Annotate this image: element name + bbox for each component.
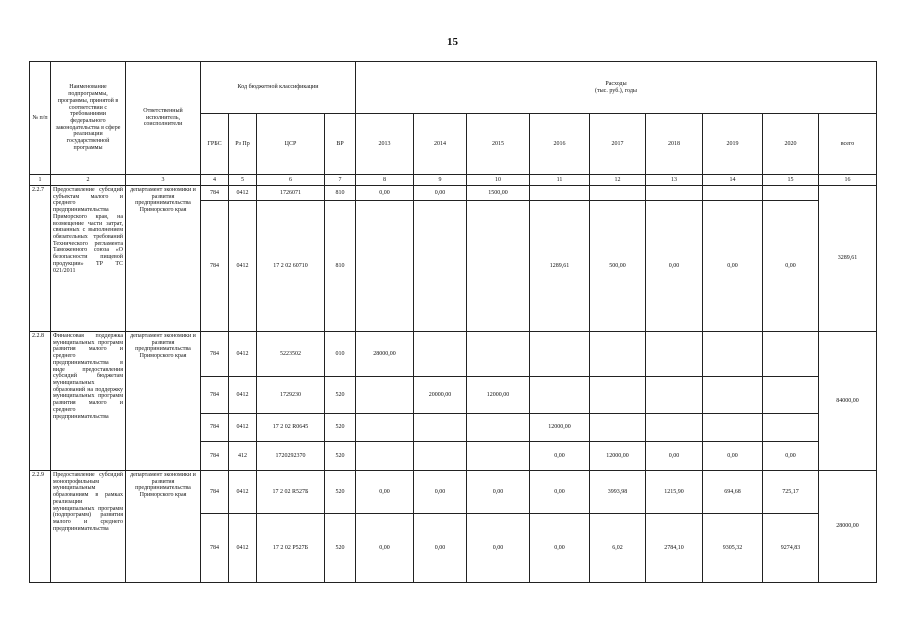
cell-grbs: 784 (201, 377, 229, 414)
header-no: № п/п (30, 62, 51, 175)
cell-2018 (646, 414, 703, 442)
cell-2016: 12000,00 (530, 414, 590, 442)
cell-2015 (467, 442, 530, 471)
column-number: 2 (51, 175, 126, 186)
cell-2014 (414, 414, 467, 442)
cell-vr: 810 (325, 186, 356, 201)
header-expenses (356, 62, 877, 114)
column-number: 4 (201, 175, 229, 186)
cell-2017: 3993,98 (590, 471, 646, 514)
cell-2015: 0,00 (467, 514, 530, 583)
cell-2013: 28000,00 (356, 332, 414, 377)
cell-2016 (530, 332, 590, 377)
cell-csr: 17 2 02 60710 (257, 201, 325, 332)
cell-2015 (467, 201, 530, 332)
column-number: 10 (467, 175, 530, 186)
cell-grbs: 784 (201, 332, 229, 377)
cell-rzpr: 412 (229, 442, 257, 471)
header-rzpr: Рз Пр (229, 114, 257, 175)
cell-csr: 5223502 (257, 332, 325, 377)
cell-2017 (590, 186, 646, 201)
cell-2017 (590, 414, 646, 442)
column-number: 5 (229, 175, 257, 186)
cell-2014 (414, 442, 467, 471)
cell-2014 (414, 332, 467, 377)
header-year-2015: 2015 (467, 114, 530, 175)
cell-2020: 725,17 (763, 471, 819, 514)
cell-2019: 694,68 (703, 471, 763, 514)
header-year-2016: 2016 (530, 114, 590, 175)
cell-2020: 0,00 (763, 442, 819, 471)
cell-csr: 1729230 (257, 377, 325, 414)
cell-2020: 9274,83 (763, 514, 819, 583)
header-total: всего (819, 114, 877, 175)
cell-2019: 9305,32 (703, 514, 763, 583)
row-number: 2.2.9 (30, 471, 51, 583)
cell-2018: 0,00 (646, 442, 703, 471)
cell-2016: 0,00 (530, 514, 590, 583)
cell-rzpr: 0412 (229, 186, 257, 201)
cell-2018: 2784,10 (646, 514, 703, 583)
cell-2020 (763, 414, 819, 442)
cell-2018: 1215,90 (646, 471, 703, 514)
cell-rzpr: 0412 (229, 514, 257, 583)
cell-2019 (703, 414, 763, 442)
cell-2020: 0,00 (763, 201, 819, 332)
header-name: Наименование подпрограммы, программы, принятой в соответствии с требованиями федерального законодательства в сфере реализации государственной программы (51, 62, 126, 175)
cell-2013 (356, 414, 414, 442)
cell-2015: 1500,00 (467, 186, 530, 201)
header-year-2019: 2019 (703, 114, 763, 175)
header-year-2018: 2018 (646, 114, 703, 175)
cell-2018: 0,00 (646, 201, 703, 332)
cell-grbs: 784 (201, 514, 229, 583)
cell-2019: 0,00 (703, 442, 763, 471)
cell-2016: 0,00 (530, 471, 590, 514)
responsible-executor: департамент экономики и развития предпринимательства Приморского края (126, 186, 201, 332)
cell-rzpr: 0412 (229, 201, 257, 332)
cell-2013 (356, 442, 414, 471)
cell-2013: 0,00 (356, 514, 414, 583)
cell-vr: 520 (325, 377, 356, 414)
cell-2016 (530, 186, 590, 201)
header-year-2020: 2020 (763, 114, 819, 175)
cell-vr: 520 (325, 414, 356, 442)
cell-2018 (646, 377, 703, 414)
cell-2018 (646, 332, 703, 377)
cell-rzpr: 0412 (229, 377, 257, 414)
header-grbs: ГРБС (201, 114, 229, 175)
budget-table (29, 61, 877, 583)
cell-csr: 17 2 02 R0645 (257, 414, 325, 442)
cell-2017 (590, 377, 646, 414)
cell-grbs: 784 (201, 471, 229, 514)
cell-2014: 0,00 (414, 471, 467, 514)
cell-csr: 1720292370 (257, 442, 325, 471)
cell-2015: 12000,00 (467, 377, 530, 414)
cell-2018 (646, 186, 703, 201)
header-expenses-unit: (тыс. руб.), годы (595, 87, 637, 94)
cell-csr: 17 2 02 R527Б (257, 471, 325, 514)
cell-2016: 0,00 (530, 442, 590, 471)
cell-vr: 520 (325, 471, 356, 514)
measure-name: Предоставление субсидий субъектам малого и среднего предпринимательства Приморского края, на возмещение части затрат, связанных с выполнением обязательных требований Технического регламента Таможенного союза «О безопасности пищевой продукции» ТР ТС 021/2011 (51, 186, 126, 332)
column-number: 14 (703, 175, 763, 186)
column-number: 13 (646, 175, 703, 186)
cell-vr: 520 (325, 514, 356, 583)
cell-vr: 520 (325, 442, 356, 471)
measure-name: Финансовая поддержка муниципальных программ развития малого и среднего предпринимательства в виде предоставления субсидий бюджетам муниципальных образований на поддержку муниципальных программ развития малого и среднего предпринимательства (51, 332, 126, 471)
cell-grbs: 784 (201, 201, 229, 332)
responsible-executor: департамент экономики и развития предпринимательства Приморского края (126, 471, 201, 583)
cell-2013 (356, 377, 414, 414)
cell-total: 28000,00 (819, 471, 877, 583)
cell-2020 (763, 186, 819, 201)
header-budget-code: Код бюджетной классификации (201, 62, 356, 114)
cell-total: 3289,61 (819, 186, 877, 332)
row-number: 2.2.7 (30, 186, 51, 332)
header-year-2013: 2013 (356, 114, 414, 175)
cell-2013: 0,00 (356, 471, 414, 514)
cell-2014: 0,00 (414, 514, 467, 583)
column-number: 12 (590, 175, 646, 186)
column-number: 15 (763, 175, 819, 186)
cell-rzpr: 0412 (229, 471, 257, 514)
measure-name: Предоставление субсидий монопрофильным муниципальным образованиям в рамках реализации муниципальных программ (подпрограмм) развития малого и среднего предпринимательства (51, 471, 126, 583)
cell-2019 (703, 377, 763, 414)
cell-2014: 20000,00 (414, 377, 467, 414)
cell-total: 84000,00 (819, 332, 877, 471)
cell-2013: 0,00 (356, 186, 414, 201)
column-number: 8 (356, 175, 414, 186)
cell-2015: 0,00 (467, 471, 530, 514)
row-number: 2.2.8 (30, 332, 51, 471)
header-vr: ВР (325, 114, 356, 175)
column-number: 9 (414, 175, 467, 186)
cell-2017: 6,02 (590, 514, 646, 583)
cell-2020 (763, 377, 819, 414)
cell-2019: 0,00 (703, 201, 763, 332)
responsible-executor: департамент экономики и развития предпринимательства Приморского края (126, 332, 201, 471)
header-expenses-title: Расходы (605, 80, 627, 87)
page-number: 15 (447, 36, 458, 48)
cell-csr: 17 2 02 Р527Б (257, 514, 325, 583)
header-year-2014: 2014 (414, 114, 467, 175)
column-number: 11 (530, 175, 590, 186)
header-csr: ЦСР (257, 114, 325, 175)
cell-2017: 12000,00 (590, 442, 646, 471)
column-number: 6 (257, 175, 325, 186)
column-number: 3 (126, 175, 201, 186)
column-number: 7 (325, 175, 356, 186)
header-responsible: Ответственный исполнитель, соисполнители (126, 62, 201, 175)
cell-vr: 810 (325, 201, 356, 332)
cell-rzpr: 0412 (229, 414, 257, 442)
cell-2014: 0,00 (414, 186, 467, 201)
cell-vr: 010 (325, 332, 356, 377)
cell-rzpr: 0412 (229, 332, 257, 377)
header-year-2017: 2017 (590, 114, 646, 175)
cell-grbs: 784 (201, 442, 229, 471)
cell-2015 (467, 414, 530, 442)
column-number: 1 (30, 175, 51, 186)
cell-grbs: 784 (201, 186, 229, 201)
cell-2020 (763, 332, 819, 377)
cell-grbs: 784 (201, 414, 229, 442)
cell-csr: 1726071 (257, 186, 325, 201)
cell-2014 (414, 201, 467, 332)
cell-2017: 500,00 (590, 201, 646, 332)
column-number: 16 (819, 175, 877, 186)
cell-2015 (467, 332, 530, 377)
cell-2019 (703, 186, 763, 201)
cell-2017 (590, 332, 646, 377)
cell-2013 (356, 201, 414, 332)
cell-2019 (703, 332, 763, 377)
cell-2016 (530, 377, 590, 414)
cell-2016: 1289,61 (530, 201, 590, 332)
